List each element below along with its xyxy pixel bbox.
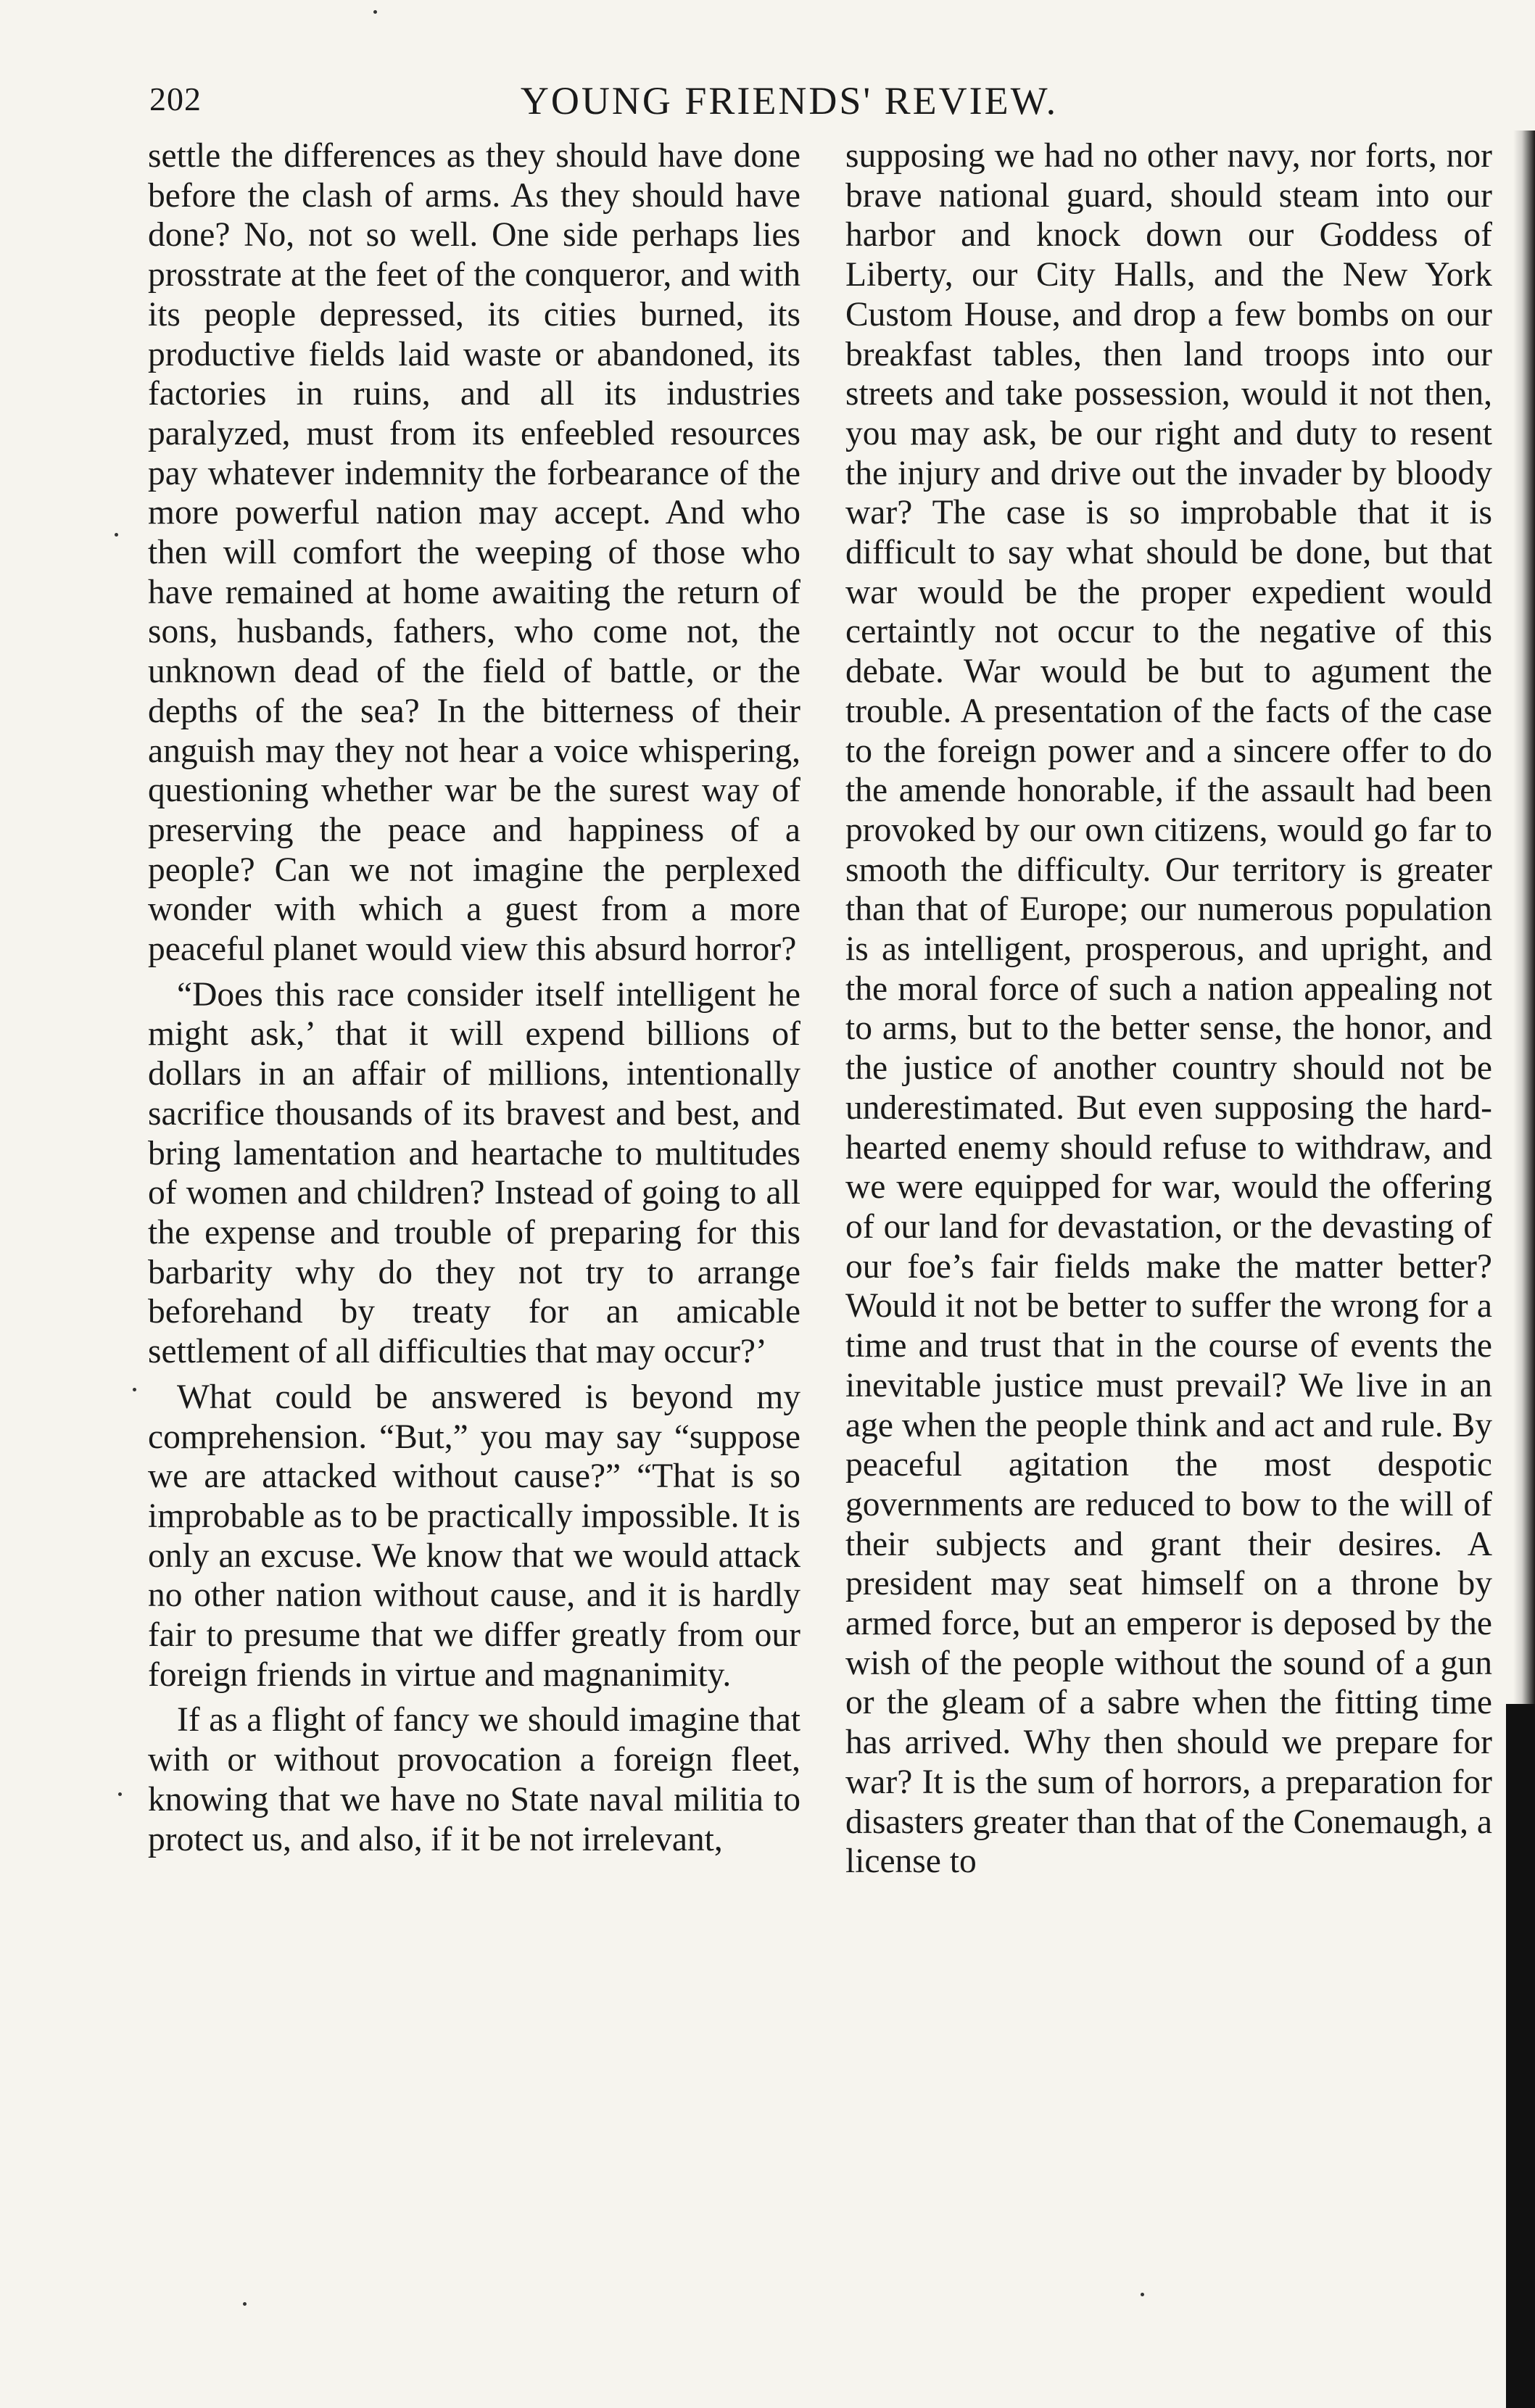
- paragraph: What could be answered is beyond my comprehension. “But,” you may say “suppose we are attacked without cause?” “That is so improbable as to be practically impossible. It is only an excuse. We know that we would attack no other nation without cause, and it is hardly fair to presume that we differ greatly from our foreign friends in virtue and magnanimity.: [148, 1378, 800, 1694]
- paragraph: supposing we had no other navy, nor forts, nor brave national guard, should steam into our harbor and knock down our Goddess of Liberty, our City Halls, and the New York Custom House, and drop a few bombs on our breakfast tables, then land troops into our streets and take possession, would it not then, you may ask, be our right and duty to resent the injury and drive out the invader by bloody war? The case is so improbable that it is difficult to say what should be done, but that war would be the proper expedient would certaintly not occur to the negative of this debate. War would be but to agument the trouble. A presentation of the facts of the case to the foreign power and a sincere offer to do the amende honorable, if the assault had been provoked by our own citizens, would go far to smooth the difficulty. Our territory is greater than that of Europe; our numerous population is as intelligent, prosperous, and upright, and the moral force of such a nation appealing not to arms, but to the better sense, the honor, and the justice of another country should not be underestimated. But even supposing the hard-hearted enemy should refuse to withdraw, and we were equipped for war, would the offering of our land for devastation, or the devasting of our foe’s fair fields make the matter better? Would it not be better to suffer the wrong for a time and trust that in the course of events the inevitable justice must prevail? We live in an age when the people think and act and rule. By peaceful agitation the most despotic governments are reduced to bow to the will of their subjects and grant their desires. A president may seat himself on a throne by armed force, but an emperor is deposed by the wish of the people without the sound of a gun or the gleam of a sabre when the fitting time has arrived. Why then should we prepare for war? It is the sum of horrors, a preparation for disasters greater than that of the Conemaugh, a license to: [845, 137, 1492, 1881]
- running-title: YOUNG FRIENDS' REVIEW.: [520, 79, 1059, 123]
- scan-speck: [243, 2302, 247, 2306]
- left-column: [148, 136, 800, 1859]
- page-number: 202: [149, 80, 202, 117]
- paragraph: settle the differences as they should have done before the clash of arms. As they should have done? No, not so well. One side perhaps lies prosstrate at the feet of the conqueror, and with its people depressed, its cities burned, its productive fields laid waste or abandoned, its factories in ruins, and all its industries paralyzed, must from its enfeebled resources pay whatever indemnity the forbearance of the more powerful nation may accept. And who then will comfort the weeping of those who have remained at home awaiting the return of sons, husbands, fathers, who come not, the unknown dead of the field of battle, or the depths of the sea? In the bitterness of their anguish may they not hear a voice whispering, questioning whether war be the surest way of preserving the peace and happiness of a people? Can we not imagine the perplexed wonder with which a guest from a more peaceful planet would view this absurd horror?: [148, 137, 800, 969]
- scan-speck: [133, 1388, 136, 1391]
- scan-speck: [373, 10, 377, 14]
- scan-speck: [115, 533, 118, 537]
- right-column: [845, 136, 1492, 1882]
- page-edge-shadow-bottom: [1506, 1704, 1535, 2408]
- paragraph: “Does this race consider itself intelligent he might ask,’ that it will expend billions of dollars in an affair of millions, intentionally sacrifice thousands of its bravest and best, and bring lamentation and heartache to multitudes of women and children? Instead of going to all the expense and trouble of preparing for this barbarity why do they not try to arrange beforehand by treaty for an amicable settlement of all difficulties that may occur?’: [148, 975, 800, 1371]
- scan-speck: [118, 1792, 122, 1796]
- paragraph: If as a flight of fancy we should imagine that with or without provocation a foreign fleet, knowing that we have no State naval militia to protect us, and also, if it be not irrelevant,: [148, 1701, 800, 1858]
- scan-speck: [1141, 2293, 1144, 2296]
